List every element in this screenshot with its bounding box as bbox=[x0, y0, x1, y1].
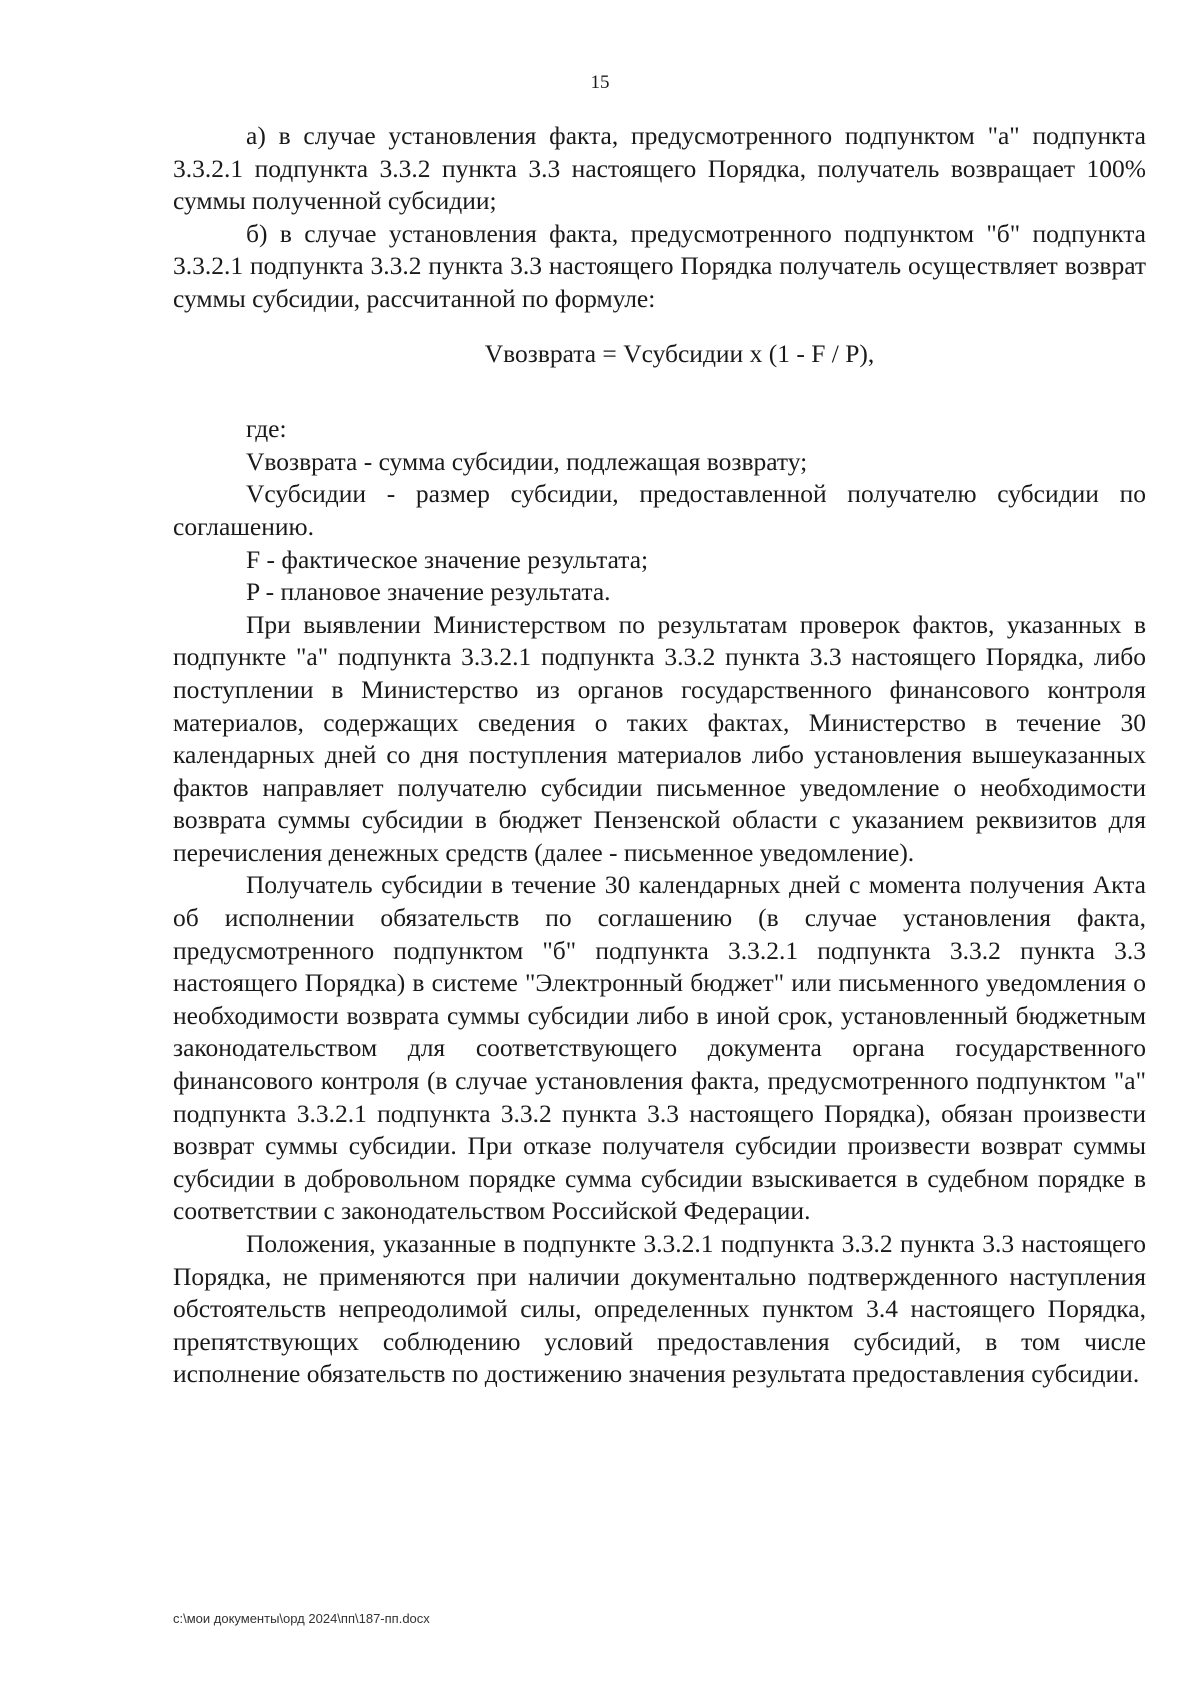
definition-f: F - фактическое значение результата; bbox=[246, 544, 649, 574]
page-number: 15 bbox=[590, 72, 610, 93]
definition-v-return: Vвозврата - сумма субсидии, подлежащая возврату; bbox=[246, 446, 808, 476]
paragraph-item-a: а) в случае установления факта, предусмотренного подпунктом "а" подпункта 3.3.2.1 подпункта 3.3.2 пункта 3.3 настоящего Порядка, получатель возвращает 100% суммы полученной субсидии; bbox=[173, 121, 1146, 216]
paragraph-item-b: б) в случае установления факта, предусмотренного подпунктом "б" подпункта 3.3.2.1 подпункта 3.3.2 пункта 3.3 настоящего Порядка получатель осуществляет возврат суммы субсидии, рассчитанной по формуле: bbox=[173, 218, 1146, 313]
formula-where: где: bbox=[246, 414, 287, 444]
definition-p: P - плановое значение результата. bbox=[246, 577, 611, 607]
definition-v-subsidy: Vсубсидии - размер субсидии, предоставленной получателю субсидии по соглашению. bbox=[173, 479, 1146, 541]
paragraph-ministry-notice: При выявлении Министерством по результатам проверок фактов, указанных в подпункте "а" подпункта 3.3.2.1 подпункта 3.3.2 пункта 3.3 настоящего Порядка, либо поступлении в Министерство из органов государственного финансового контроля материалов, содержащих сведения о таких фактах, Министерство в течение 30 календарных дней со дня поступления материалов либо установления вышеуказанных фактов направляет получателю субсидии письменное уведомление о необходимости возврата суммы субсидии в бюджет Пензенской области с указанием реквизитов для перечисления денежных средств (далее - письменное уведомление). bbox=[173, 609, 1146, 867]
footer-file-path: c:\мои документы\орд 2024\пп\187-пп.docx bbox=[173, 1611, 430, 1626]
formula: Vвозврата = Vсубсидии x (1 - F / P), bbox=[484, 338, 875, 368]
document-body bbox=[173, 120, 1146, 1391]
paragraph-recipient-return: Получатель субсидии в течение 30 календарных дней с момента получения Акта об исполнении обязательств по соглашению (в случае установления факта, предусмотренного подпунктом "б" подпункта 3.3.2.1 подпункта 3.3.2 пункта 3.3 настоящего Порядка) в системе "Электронный бюджет" или письменного уведомления о необходимости возврата суммы субсидии либо в иной срок, установленный бюджетным законодательством для соответствующего документа органа государственного финансового контроля (в случае установления факта, предусмотренного подпунктом "а" подпункта 3.3.2.1 подпункта 3.3.2 пункта 3.3 настоящего Порядка), обязан произвести возврат суммы субсидии. При отказе получателя субсидии произвести возврат суммы субсидии в добровольном порядке сумма субсидии взыскивается в судебном порядке в соответствии с законодательством Российской Федерации. bbox=[173, 870, 1146, 1226]
paragraph-force-majeure: Положения, указанные в подпункте 3.3.2.1 подпункта 3.3.2 пункта 3.3 настоящего Порядка, не применяются при наличии документально подтвержденного наступления обстоятельств непреодолимой силы, определенных пунктом 3.4 настоящего Порядка, препятствующих соблюдению условий предоставления субсидий, в том числе исполнение обязательств по достижению значения результата предоставления субсидии. bbox=[173, 1229, 1146, 1389]
